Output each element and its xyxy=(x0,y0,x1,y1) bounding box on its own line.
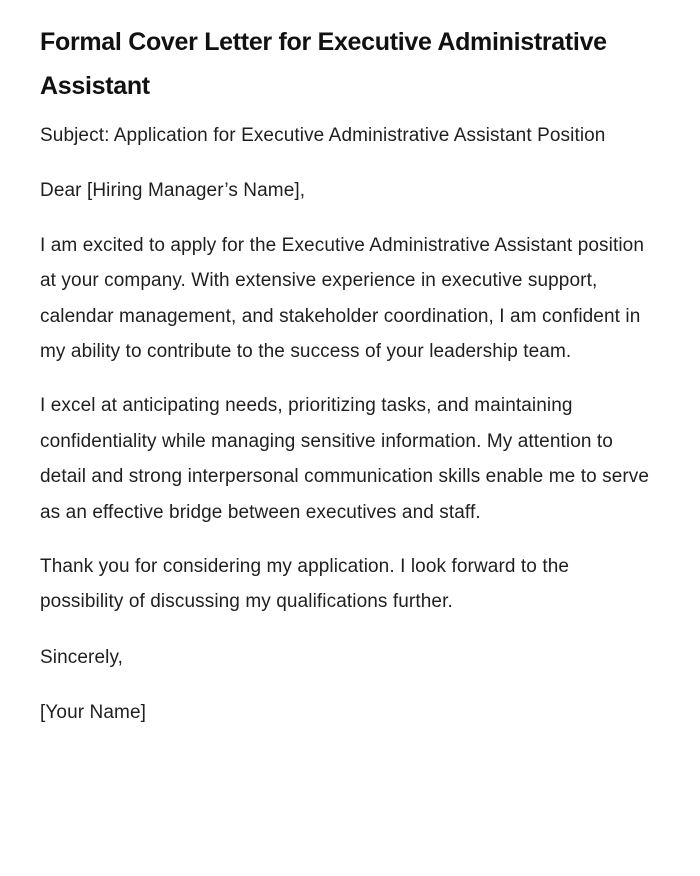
body-paragraph-3: Thank you for considering my application. I look forward to the possibility of discussing my qualifications further. xyxy=(40,556,570,613)
signature: [Your Name] xyxy=(40,702,147,724)
document-title: Formal Cover Letter for Executive Administrative Assistant xyxy=(40,28,607,100)
cover-letter-document xyxy=(40,20,650,731)
closing: Sincerely, xyxy=(40,646,124,668)
body-paragraph-2: I excel at anticipating needs, prioritizing tasks, and maintaining confidentiality while managing sensitive information. My attention to detail and strong interpersonal communication skills enable me to serve as an effective bridge between executives and staff. xyxy=(40,395,650,523)
subject-line: Subject: Application for Executive Administrative Assistant Position xyxy=(40,125,606,146)
greeting: Dear [Hiring Manager’s Name], xyxy=(40,180,306,202)
body-paragraph-1: I am excited to apply for the Executive Administrative Assistant position at your company. With extensive experience in executive support, calendar management, and stakeholder coordination, I am confident in my ability to contribute to the success of your leadership team. xyxy=(40,234,644,363)
